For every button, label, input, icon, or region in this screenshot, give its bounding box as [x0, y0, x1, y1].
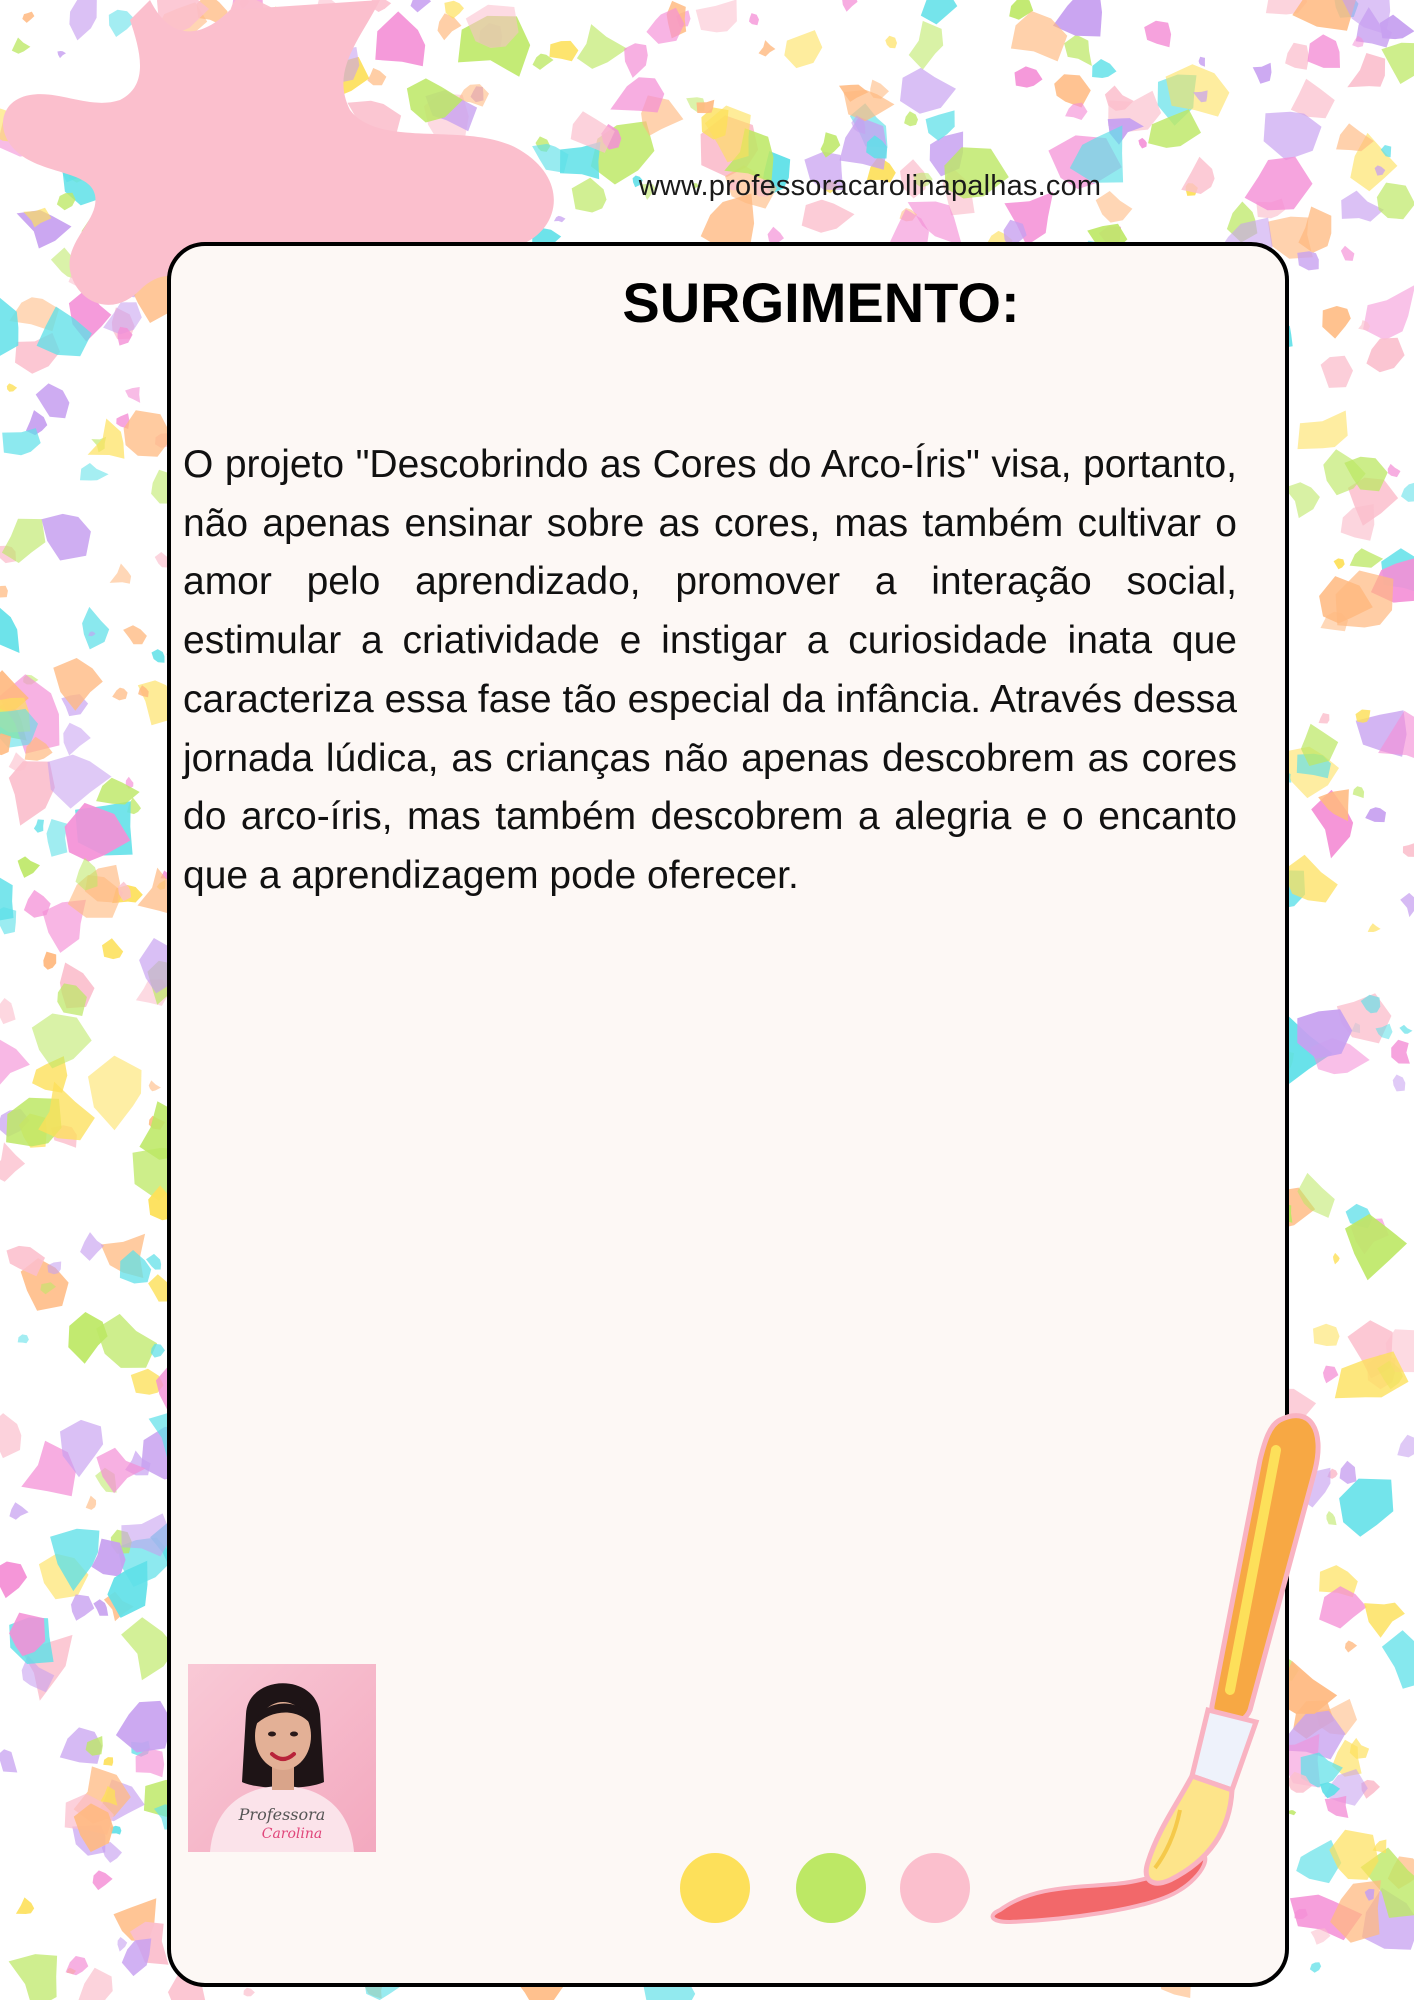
shirt-text-line2: Carolina [261, 1826, 323, 1842]
pink-dot [900, 1853, 970, 1923]
author-photo [188, 1664, 376, 1852]
website-url: www.professoracarolinapalhas.com [638, 170, 1102, 202]
green-dot [796, 1853, 866, 1923]
yellow-dot [680, 1853, 750, 1923]
shirt-text-line1: Professora [238, 1805, 326, 1824]
paintbrush-icon [980, 1410, 1360, 1930]
body-paragraph: O projeto "Descobrindo as Cores do Arco-Íris" visa, portanto, não apenas ensinar sobre as cores, mas também cultivar o amor pelo aprendizado, promover a interação social, estimular a criatividade e instigar a curiosidade inata que caracteriza essa fase tão especial da infância. Através dessa jornada lúdica, as crianças não apenas descobrem as cores do arco-íris, mas também descobrem a alegria e o encanto que a aprendizagem pode oferecer. [183, 443, 1237, 897]
page-title: SURGIMENTO: [622, 271, 1020, 334]
